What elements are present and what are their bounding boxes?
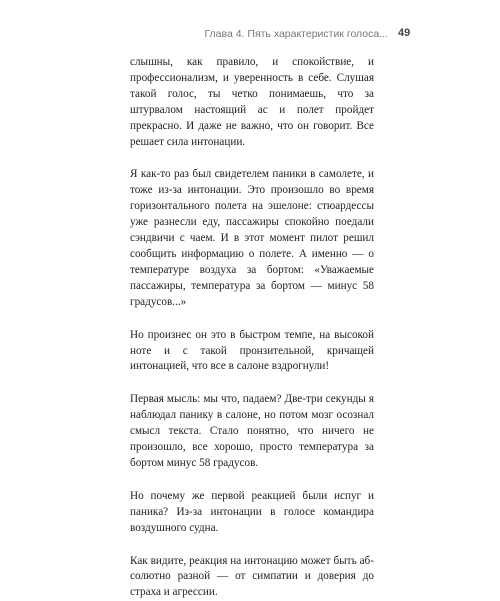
body-text: [130, 55, 374, 601]
running-head: Глава 4. Пять характеристик голоса...: [204, 28, 388, 40]
paragraph: Как видите, реакция на интонацию может быть абсолютно разной — от симпатии и доверия до страха и агрессии.: [130, 554, 374, 599]
paragraph: Но почему же первой реакцией были испуг и паника? Из-за интонации в голосе командира воздушного судна.: [130, 489, 374, 534]
paragraph: Но произнес он это в быстром темпе, на высокой ноте и с такой пронзительной, кричащей интонацией, что все в салоне вздрогнули!: [130, 328, 374, 373]
page-number: 49: [398, 27, 411, 39]
paragraph: слышны, как правило, и спокойствие, и профессионализм, и уверенность в себе. Слушая такой голос, ты четко понимаешь, что за штурвалом настоящий ас и полет пройдет прекрасно. И даже не важно, что он говорит. Все решает сила интонации.: [130, 56, 374, 148]
paragraph: Первая мысль: мы что, падаем? Две-три секунды я наблюдал панику в салоне, но потом мозг осознал смысл текста. Стало понятно, что ничего не произошло, все хорошо, просто температура за бортом минус 58 градусов.: [130, 393, 374, 469]
paragraph: Я как-то раз был свидетелем паники в самолете, и тоже из-за интонации. Это произошло во время горизонтального полета на эшелоне: стюардессы уже разнесли еду, пассажиры спокойно поедали сэндвичи с чаем. И в этот момент пилот решил сообщить информацию о полете. А именно — о температуре воздуха за бортом: «Уважаемые пассажиры, температура за бортом — минус 58 градусов...»: [130, 168, 374, 308]
